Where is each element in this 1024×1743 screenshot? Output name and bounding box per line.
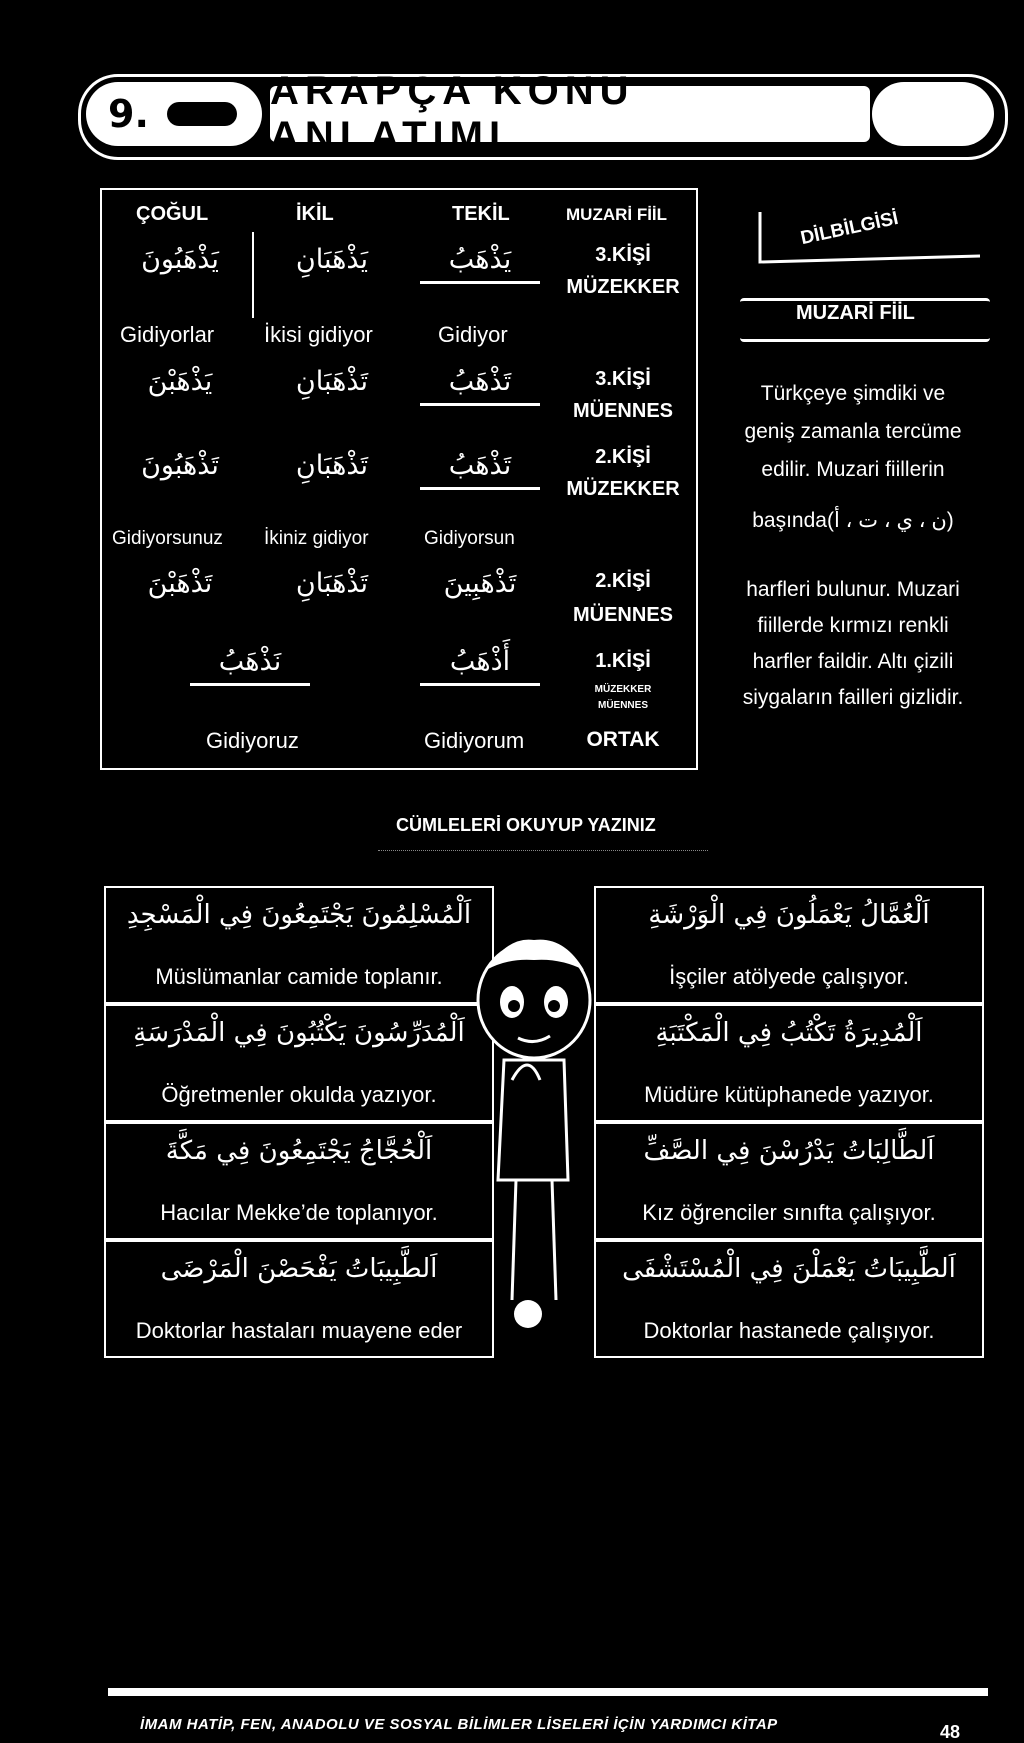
sentence-box <box>104 1004 494 1122</box>
page-number: 48 <box>940 1722 961 1742</box>
sentence-translation: Doktorlar hastaları muayene eder <box>135 1318 463 1343</box>
gender-label: MÜENNES <box>572 400 673 422</box>
grammar-line: Türkçeye şimdiki ve <box>760 382 946 405</box>
grammar-line: siygaların failleri gizlidir. <box>742 686 964 709</box>
grammar-line: geniş zamanla tercüme <box>744 420 962 443</box>
underline <box>420 487 540 490</box>
verb-3m-dual: يَذْهَبَانِ <box>295 244 369 275</box>
grammar-line: harfler faildir. Altı çizili <box>752 650 954 673</box>
underline <box>420 683 540 686</box>
col-header-plural: ÇOĞUL <box>136 203 209 225</box>
grammar-line: harfleri bulunur. Muzari <box>746 578 960 601</box>
sentence-translation: Hacılar Mekke’de toplanıyor. <box>160 1200 438 1225</box>
gender-label-2: MÜENNES <box>597 700 648 711</box>
grammar-line: başında(ن ، ي ، ت ، أ) <box>752 509 954 532</box>
grammar-line: edilir. Muzari fiillerin <box>761 458 945 481</box>
verb-3f-dual: تَذْهَبَانِ <box>295 366 369 397</box>
translation-2m-singular: Gidiyorsun <box>424 528 515 549</box>
sentence-box <box>594 1122 984 1240</box>
person-label: 2.KİŞİ <box>595 446 651 468</box>
translation-1-plural: Gidiyoruz <box>206 728 299 753</box>
col-header-singular: TEKİL <box>452 203 510 225</box>
sentence-arabic: اَلطَّبِيبَاتُ يَفْحَصْنَ الْمَرْضَى <box>160 1254 438 1284</box>
verb-3m-singular: يَذْهَبُ <box>448 244 512 275</box>
sentence-arabic: اَلْعُمَّالُ يَعْمَلُونَ فِي الْوَرْشَةِ <box>648 900 930 930</box>
grammar-line: fiillerde kırmızı renkli <box>757 614 949 637</box>
sentence-translation: Müdüre kütüphanede yazıyor. <box>644 1082 934 1107</box>
sentence-arabic: اَلْحُجَّاجُ يَجْتَمِعُونَ فِي مَكَّةَ <box>165 1136 433 1166</box>
unit-badge <box>86 82 262 146</box>
banner-end-cap <box>872 82 994 146</box>
verb-1-singular: أَذْهَبُ <box>449 646 511 677</box>
verb-2f-plural: تَذْهَبْنَ <box>147 568 213 599</box>
translation-3m-singular: Gidiyor <box>438 322 508 347</box>
translation-1-singular: Gidiyorum <box>424 728 525 753</box>
sentence-arabic: اَلْمُدَرِّسُونَ يَكْتُبُونَ فِي الْمَدْرَسَةِ <box>133 1018 465 1048</box>
translation-2m-plural: Gidiyorsunuz <box>112 528 223 549</box>
verb-3f-plural: يَذْهَبْنَ <box>147 366 213 397</box>
footer-rule <box>108 1688 988 1696</box>
translation-2m-dual: İkiniz gidiyor <box>264 528 369 549</box>
grammar-tag: DİLBİLGİSİ <box>798 207 901 250</box>
exercise-title: CÜMLELERİ OKUYUP YAZINIZ <box>396 815 656 835</box>
col-header-dual: İKİL <box>296 203 334 225</box>
verb-2m-singular: تَذْهَبُ <box>448 450 512 481</box>
title-divider <box>378 850 708 853</box>
person-label: 3.KİŞİ <box>595 244 651 266</box>
gender-label: MÜZEKKER <box>566 478 680 500</box>
gender-label: MÜZEKKER <box>566 276 680 298</box>
col-header-type: MUZARİ FİİL <box>566 205 668 224</box>
page-title: ARAPÇA KONU ANLATIMI <box>270 86 870 142</box>
footer-text: İMAM HATİP, FEN, ANADOLU VE SOSYAL BİLİMLER LİSELERİ İÇİN YARDIMCI KİTAP <box>140 1716 778 1733</box>
verb-2f-dual: تَذْهَبَانِ <box>295 568 369 599</box>
person-label: 2.KİŞİ <box>595 570 651 592</box>
translation-3m-plural: Gidiyorlar <box>120 322 215 347</box>
gender-label: MÜENNES <box>572 604 673 626</box>
person-label: 3.KİŞİ <box>595 368 651 390</box>
sentence-translation: İşçiler atölyede çalışıyor. <box>669 964 909 989</box>
sentence-arabic: اَلطَّالِبَاتُ يَدْرُسْنَ فِي الصَّفِّ <box>643 1136 935 1166</box>
sentence-arabic: اَلْمُدِيرَةُ تَكْتُبُ فِي الْمَكْتَبَةِ <box>655 1018 923 1048</box>
verb-2f-singular: تَذْهَبِينَ <box>443 568 517 599</box>
sentence-translation: Kız öğrenciler sınıfta çalışıyor. <box>642 1200 936 1225</box>
sentence-arabic: اَلْمُسْلِمُونَ يَجْتَمِعُونَ فِي الْمَسْجِدِ <box>126 900 472 930</box>
sentence-box <box>594 1240 984 1358</box>
underline <box>190 683 310 686</box>
sentence-translation: Doktorlar hastanede çalışıyor. <box>643 1318 935 1343</box>
translation-3m-dual: İkisi gidiyor <box>264 322 373 347</box>
sentence-box <box>594 886 984 1004</box>
sentence-box <box>104 886 494 1004</box>
unit-number: 9. <box>108 92 149 136</box>
sentence-translation: Öğretmenler okulda yazıyor. <box>161 1082 437 1107</box>
unit-decoration <box>167 102 237 126</box>
sentence-box <box>594 1004 984 1122</box>
person-label: 1.KİŞİ <box>595 650 651 672</box>
underline <box>420 281 540 284</box>
sentence-arabic: اَلطَّبِيبَاتُ يَعْمَلْنَ فِي الْمُسْتَشْفَى <box>622 1254 956 1284</box>
gender-label-common: ORTAK <box>586 728 660 751</box>
sentence-translation: Müslümanlar camide toplanır. <box>155 964 443 989</box>
grammar-title: MUZARİ FİİL <box>796 302 915 324</box>
column-divider <box>252 232 254 318</box>
thinking-kid-illustration <box>468 930 600 1330</box>
verb-1-plural: نَذْهَبُ <box>218 646 282 677</box>
verb-3f-singular: تَذْهَبُ <box>448 366 512 397</box>
verb-2m-dual: تَذْهَبَانِ <box>295 450 369 481</box>
gender-label-1: MÜZEKKER <box>594 684 652 695</box>
sentence-box <box>104 1122 494 1240</box>
sentence-box <box>104 1240 494 1358</box>
underline <box>420 403 540 406</box>
verb-2m-plural: تَذْهَبُونَ <box>141 450 219 481</box>
verb-3m-plural: يَذْهَبُونَ <box>141 244 219 275</box>
